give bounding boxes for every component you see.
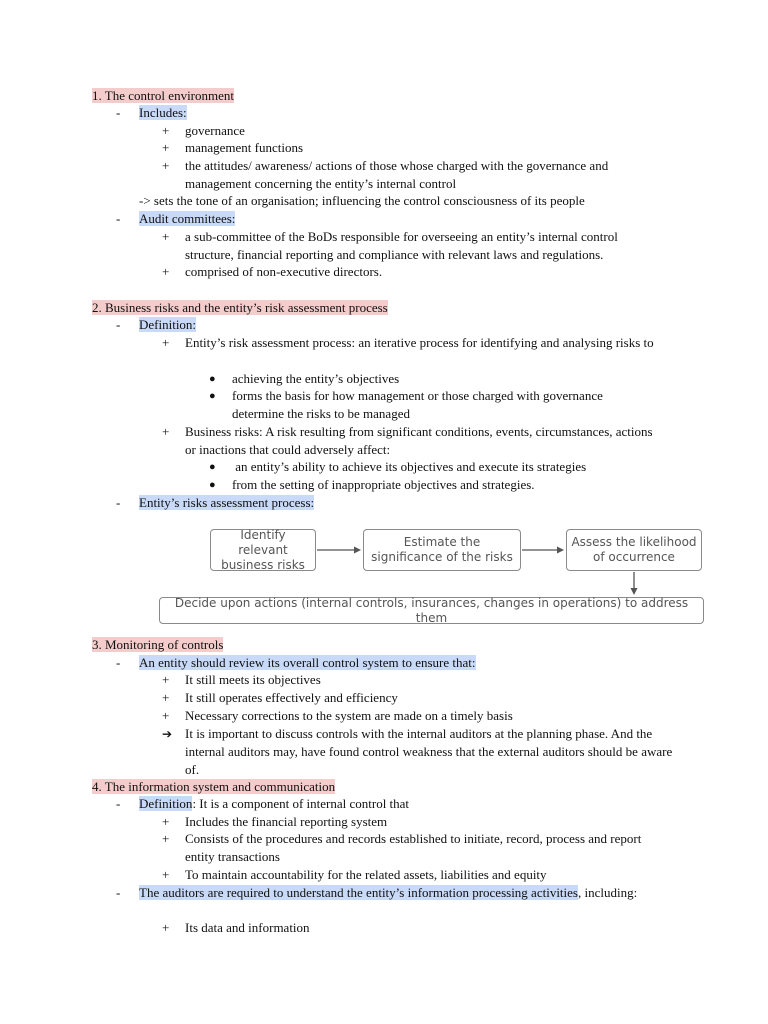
section-2-heading: 2. Business risks and the entity’s risk assessment process [92,300,388,315]
plus-marker: + [162,229,170,244]
bullet-marker: ● [209,461,216,473]
list-item: governance [185,123,245,138]
list-item: It is important to discuss controls with the internal auditors at the planning phase. And the internal auditors may, have found control weakness that the external auditors should be aware of. [185,726,673,777]
plus-marker: + [162,140,170,155]
plus-marker: + [162,264,170,279]
dash-marker: - [116,317,121,332]
plus-marker: + [162,158,170,173]
plus-marker: + [162,123,170,138]
risk-assessment-diagram [158,524,706,630]
list-item: the attitudes/ awareness/ actions of those whose charged with the governance and management concerning the entity’s internal control [185,158,609,191]
dash-marker: - [116,885,121,900]
arrow-marker: ➔ [162,727,173,741]
list-item: achieving the entity’s objectives [232,371,400,386]
list-item: forms the basis for how management or those charged with governance determine the risks to be managed [232,388,603,421]
auditors-paragraph [139,884,639,902]
list-item: comprised of non-executive directors. [185,264,383,279]
plus-marker: + [162,831,170,846]
bullet-marker: ● [209,479,216,491]
list-item: It still operates effectively and efficiency [185,690,398,705]
dash-marker: - [116,211,121,226]
dash-marker: - [116,796,121,811]
plus-marker: + [162,424,170,439]
bullet-marker: ● [209,373,216,385]
dash-marker: - [116,105,121,120]
tone-note: -> sets the tone of an organisation; influencing the control consciousness of its people [139,193,585,208]
definition-label: Definition [139,796,193,811]
diagram-box-estimate: Estimate the significance of the risks [363,529,521,571]
list-item: management functions [185,140,304,155]
dash-marker: - [116,495,121,510]
dash-marker: - [116,655,121,670]
arrow-head [631,588,638,595]
includes-label: Includes: [139,105,187,120]
plus-marker: + [162,814,170,829]
list-item: Business risks: A risk resulting from significant conditions, events, circumstances, actions or inactions that could adversely affect: [185,424,653,457]
section-1-heading: 1. The control environment [92,88,235,103]
plus-marker: + [162,920,170,935]
auditors-label: The auditors are required to understand the entity’s information processing activities [139,885,578,900]
section-4-heading: 4. The information system and communication [92,779,336,794]
plus-marker: + [162,335,170,350]
list-item: an entity’s ability to achieve its objectives and execute its strategies [232,459,587,474]
diagram-box-decide: Decide upon actions (internal controls, insurances, changes in operations) to address them [159,597,704,624]
process-label: Entity’s risks assessment process: [139,495,315,510]
arrow-head [354,547,361,554]
diagram-box-identify: Identify relevant business risks [210,529,316,571]
review-label: An entity should review its overall control system to ensure that: [139,655,476,670]
list-item: Its data and information [185,920,310,935]
plus-marker: + [162,672,170,687]
arrow-head [557,547,564,554]
list-item: Necessary corrections to the system are made on a timely basis [185,708,513,723]
list-item: a sub-committee of the BoDs responsible for overseeing an entity’s internal control structure, financial reporting and compliance with relevant laws and regulations. [185,229,618,262]
list-item: from the setting of inappropriate objectives and strategies. [232,477,535,492]
list-item: To maintain accountability for the related assets, liabilities and equity [185,867,547,882]
list-item: Consists of the procedures and records established to initiate, record, process and report entity transactions [185,831,642,864]
section-3-heading: 3. Monitoring of controls [92,637,224,652]
list-item: Entity’s risk assessment process: an iterative process for identifying and analysing risks to [185,335,654,350]
plus-marker: + [162,708,170,723]
plus-marker: + [162,867,170,882]
list-item: Includes the financial reporting system [185,814,388,829]
bullet-marker: ● [209,390,216,402]
list-item: It still meets its objectives [185,672,321,687]
definition-line [139,795,409,813]
plus-marker: + [162,690,170,705]
definition-text: : It is a component of internal control that [192,796,410,811]
audit-committees-label: Audit committees: [139,211,236,226]
diagram-box-assess: Assess the likelihood of occurrence [566,529,702,571]
auditors-text: , including: [578,885,638,900]
definition-label: Definition: [139,317,197,332]
